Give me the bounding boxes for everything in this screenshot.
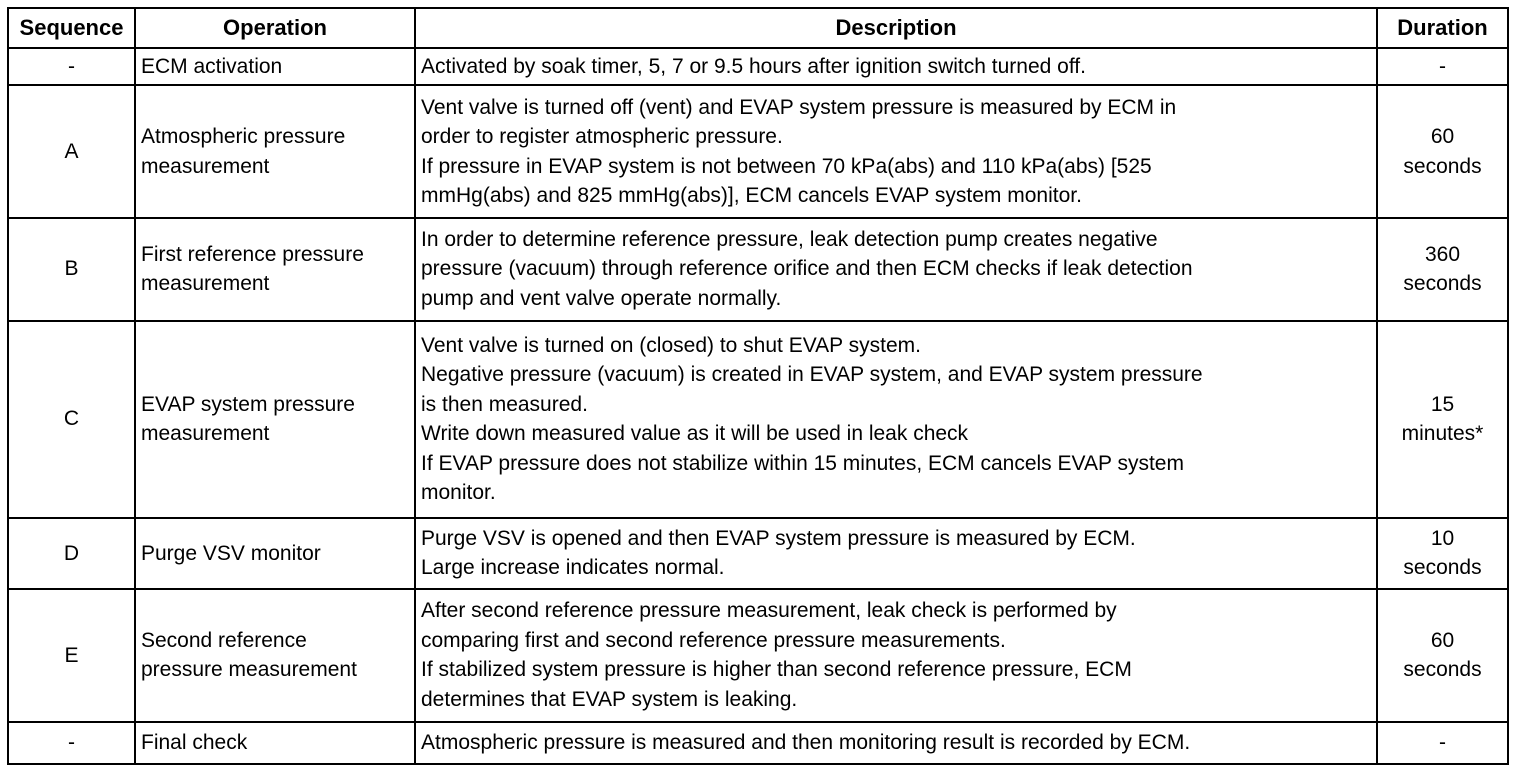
table-row <box>8 518 1508 589</box>
cell-operation <box>135 48 415 85</box>
table-row <box>8 321 1508 518</box>
cell-sequence: B <box>8 218 135 321</box>
description-line: In order to determine reference pressure, leak detection pump creates negative <box>421 227 1158 251</box>
cell-sequence: - <box>8 48 135 85</box>
duration-line: seconds <box>1403 556 1482 580</box>
description-line: Large increase indicates normal. <box>421 556 725 580</box>
cell-sequence: C <box>8 321 135 518</box>
cell-duration <box>1377 518 1508 589</box>
table-row <box>8 48 1508 85</box>
duration-line: seconds <box>1403 658 1482 682</box>
description-line: determines that EVAP system is leaking. <box>421 687 798 711</box>
operation-line: pressure measurement <box>141 658 357 682</box>
header-row <box>8 8 1508 48</box>
description-line: mmHg(abs) and 825 mmHg(abs)], ECM cancels EVAP system monitor. <box>421 184 1082 208</box>
cell-description <box>415 518 1377 589</box>
description-line: Activated by soak timer, 5, 7 or 9.5 hours after ignition switch turned off. <box>421 54 1086 78</box>
table-row <box>8 218 1508 321</box>
description-line: If stabilized system pressure is higher than second reference pressure, ECM <box>421 658 1132 682</box>
duration-line: 15 <box>1430 392 1455 416</box>
duration-line: minutes* <box>1401 422 1484 446</box>
description-line: Write down measured value as it will be used in leak check <box>421 422 969 446</box>
cell-duration <box>1377 321 1508 518</box>
table-row <box>8 85 1508 218</box>
header-operation: Operation <box>135 8 415 48</box>
header-description: Description <box>415 8 1377 48</box>
operation-line: First reference pressure <box>141 242 364 266</box>
operation-line: measurement <box>141 422 270 446</box>
cell-duration <box>1377 218 1508 321</box>
cell-duration <box>1377 589 1508 722</box>
duration-line: 360 <box>1424 242 1461 266</box>
duration-line: - <box>1439 54 1446 78</box>
cell-duration <box>1377 85 1508 218</box>
description-line: Vent valve is turned on (closed) to shut EVAP system. <box>421 333 921 357</box>
description-line: monitor. <box>421 481 496 505</box>
cell-description <box>415 321 1377 518</box>
duration-line: seconds <box>1403 154 1482 178</box>
description-line: pressure (vacuum) through reference orifice and then ECM checks if leak detection <box>421 257 1193 281</box>
header-duration: Duration <box>1377 8 1508 48</box>
cell-sequence: - <box>8 722 135 764</box>
table-row <box>8 589 1508 722</box>
description-line: comparing first and second reference pressure measurements. <box>421 628 1006 652</box>
operation-line: ECM activation <box>141 54 283 78</box>
header-sequence: Sequence <box>8 8 135 48</box>
cell-operation <box>135 85 415 218</box>
description-line: Atmospheric pressure is measured and then monitoring result is recorded by ECM. <box>421 731 1191 755</box>
cell-operation <box>135 589 415 722</box>
table-row <box>8 722 1508 764</box>
duration-line: 10 <box>1430 526 1455 550</box>
cell-description <box>415 722 1377 764</box>
description-line: Purge VSV is opened and then EVAP system pressure is measured by ECM. <box>421 526 1136 550</box>
duration-line: - <box>1439 731 1446 755</box>
description-line: order to register atmospheric pressure. <box>421 125 783 149</box>
description-line: is then measured. <box>421 392 588 416</box>
operation-line: measurement <box>141 272 270 296</box>
duration-line: 60 <box>1430 125 1455 149</box>
operation-line: Atmospheric pressure <box>141 125 346 149</box>
operation-line: Purge VSV monitor <box>141 541 321 565</box>
cell-sequence: D <box>8 518 135 589</box>
cell-operation <box>135 321 415 518</box>
description-line: pump and vent valve operate normally. <box>421 286 782 310</box>
description-line: After second reference pressure measurement, leak check is performed by <box>421 599 1117 623</box>
cell-operation <box>135 518 415 589</box>
evap-monitor-sequence-table <box>7 7 1509 765</box>
cell-description <box>415 85 1377 218</box>
cell-duration <box>1377 48 1508 85</box>
duration-line: 60 <box>1430 628 1455 652</box>
cell-description <box>415 218 1377 321</box>
cell-duration <box>1377 722 1508 764</box>
duration-line: seconds <box>1403 272 1482 296</box>
cell-sequence: A <box>8 85 135 218</box>
description-line: If pressure in EVAP system is not between 70 kPa(abs) and 110 kPa(abs) [525 <box>421 154 1152 178</box>
cell-operation <box>135 218 415 321</box>
cell-operation <box>135 722 415 764</box>
operation-line: measurement <box>141 154 270 178</box>
cell-description <box>415 48 1377 85</box>
cell-description <box>415 589 1377 722</box>
description-line: If EVAP pressure does not stabilize within 15 minutes, ECM cancels EVAP system <box>421 451 1184 475</box>
operation-line: Final check <box>141 731 248 755</box>
cell-sequence: E <box>8 589 135 722</box>
description-line: Negative pressure (vacuum) is created in EVAP system, and EVAP system pressure <box>421 363 1203 387</box>
operation-line: Second reference <box>141 628 307 652</box>
operation-line: EVAP system pressure <box>141 392 355 416</box>
description-line: Vent valve is turned off (vent) and EVAP system pressure is measured by ECM in <box>421 95 1177 119</box>
